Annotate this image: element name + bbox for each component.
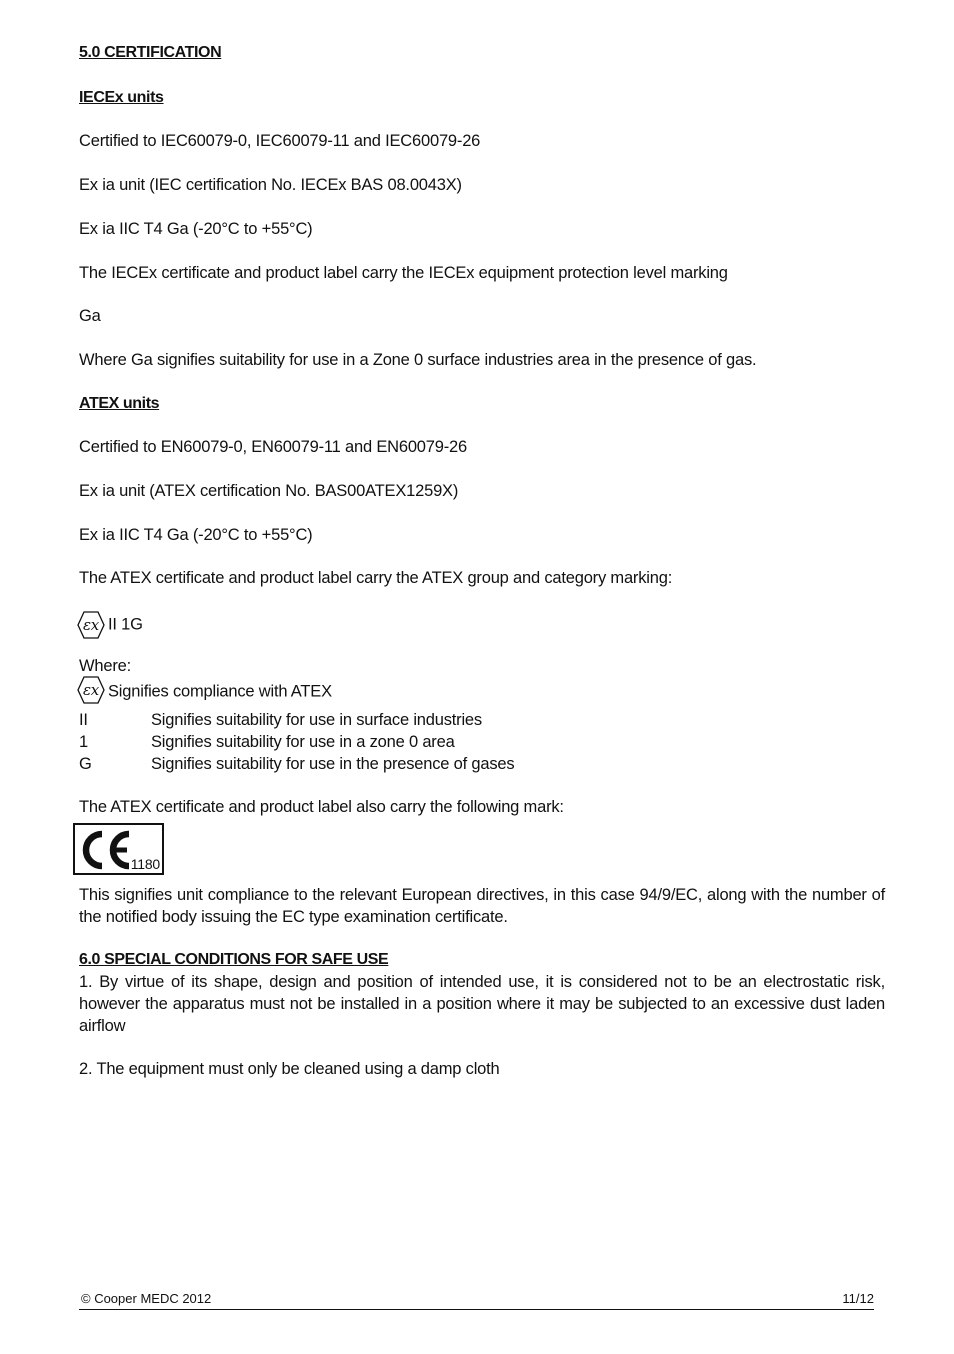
ce-logo-icon <box>77 827 133 873</box>
iecex-rating-text: Ex ia IIC T4 Ga (-20°C to +55°C) <box>79 220 313 238</box>
atex-rating-text: Ex ia IIC T4 Ga (-20°C to +55°C) <box>79 526 313 544</box>
definition-code: 1 <box>79 733 88 751</box>
ex-definition-text: Signifies compliance with ATEX <box>108 682 332 701</box>
atex-label-note: The ATEX certificate and product label carry the ATEX group and category marking: <box>79 569 673 587</box>
ce-mark <box>73 823 164 875</box>
ex-hexagon-icon <box>72 675 108 705</box>
definition-text: Signifies suitability for use in surface industries <box>151 711 482 729</box>
iecex-unit-text: Ex ia unit (IEC certification No. IECEx BAS 08.0043X) <box>79 176 462 194</box>
condition-item: 2. The equipment must only be cleaned using a damp cloth <box>79 1060 500 1078</box>
svg-text:εx: εx <box>82 681 100 699</box>
page-footer <box>79 1290 874 1310</box>
iecex-epl-marking: Ga <box>79 307 101 325</box>
section-6-heading: 6.0 SPECIAL CONDITIONS FOR SAFE USE <box>79 951 389 968</box>
notified-body-number: 1180 <box>130 856 160 872</box>
ce-meaning-paragraph: This signifies unit compliance to the relevant European directives, in this case 94/9/EC, along with the number of the notified body issuing the EC type examination certificate. <box>79 886 885 926</box>
footer-page-number: 11/12 <box>842 1291 874 1306</box>
ex-hexagon-icon <box>72 610 108 640</box>
atex-marking-text: II 1G <box>108 615 143 634</box>
atex-unit-text: Ex ia unit (ATEX certification No. BAS00ATEX1259X) <box>79 482 459 500</box>
definition-text: Signifies suitability for use in a zone 0 area <box>151 733 455 751</box>
footer-copyright: © Cooper MEDC 2012 <box>81 1291 212 1306</box>
atex-marking-row <box>72 610 143 640</box>
atex-ce-note: The ATEX certificate and product label also carry the following mark: <box>79 798 564 816</box>
atex-certified-text: Certified to EN60079-0, EN60079-11 and EN60079-26 <box>79 438 467 456</box>
atex-ex-definition-row <box>72 679 332 705</box>
iecex-heading: IECEx units <box>79 89 164 106</box>
definition-code: II <box>79 711 88 729</box>
section-5-heading: 5.0 CERTIFICATION <box>79 44 222 61</box>
atex-heading: ATEX units <box>79 395 160 412</box>
atex-where-label: Where: <box>79 657 131 675</box>
iecex-epl-meaning: Where Ga signifies suitability for use in a Zone 0 surface industries area in the presence of gas. <box>79 351 757 369</box>
definition-text: Signifies suitability for use in the presence of gases <box>151 755 515 773</box>
iecex-label-note: The IECEx certificate and product label carry the IECEx equipment protection level marking <box>79 264 728 282</box>
svg-text:εx: εx <box>82 616 100 634</box>
condition-item: 1. By virtue of its shape, design and position of intended use, it is considered not to be an electrostatic risk, however the apparatus must not be installed in a position where it may be subjected to an excessive dust laden airflow <box>79 973 885 1035</box>
iecex-certified-text: Certified to IEC60079-0, IEC60079-11 and IEC60079-26 <box>79 132 481 150</box>
definition-code: G <box>79 755 92 773</box>
